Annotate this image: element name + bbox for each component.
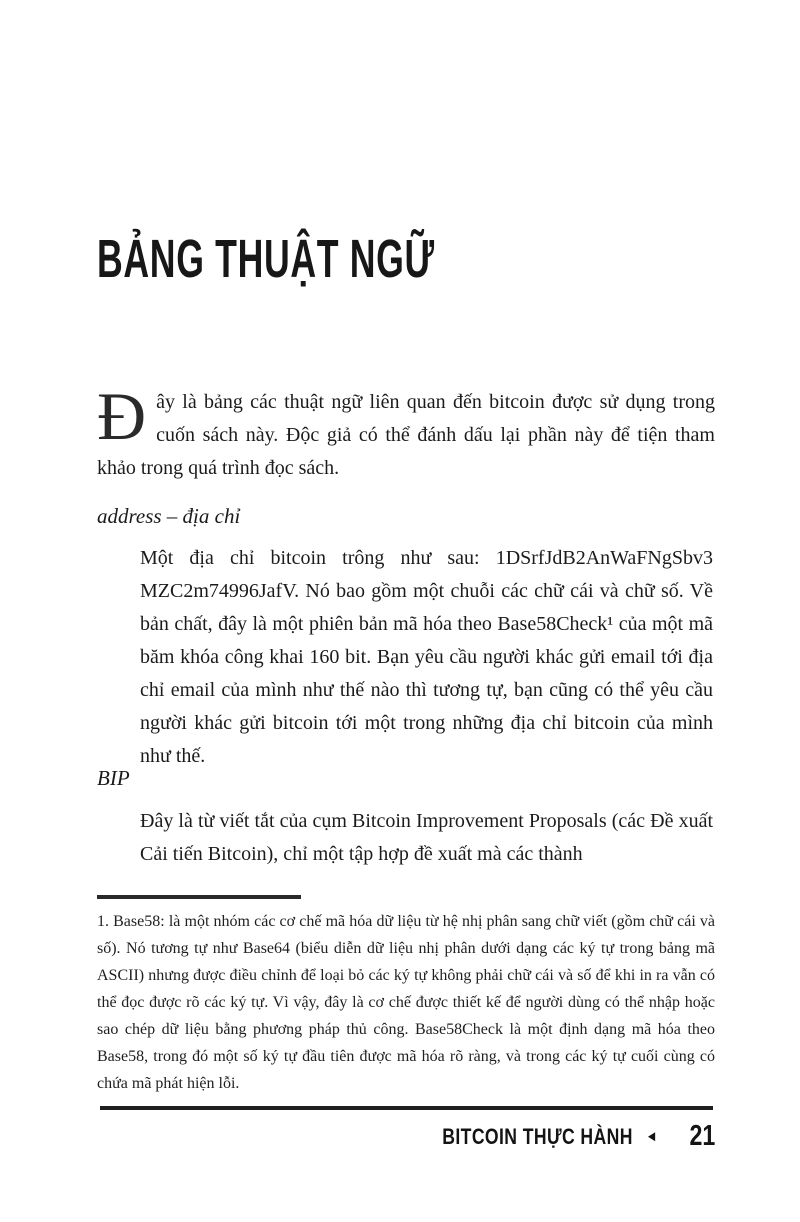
term-heading-bip: BIP <box>97 766 130 790</box>
term-heading-address: address – địa chỉ <box>97 504 241 528</box>
term-definition-bip: Đây là từ viết tắt của cụm Bitcoin Improvement Proposals (các Đề xuất Cải tiến Bitcoin), chỉ một tập hợp đề xuất mà các thành <box>140 810 713 865</box>
page-footer <box>442 1120 715 1153</box>
term-definition-address: Một địa chỉ bitcoin trông như sau: 1DSrfJdB2AnWaFNgSbv3 MZC2m74996JafV. Nó bao gồm một chuỗi các chữ cái và chữ số. Về bản chất, đây là một phiên bản mã hóa theo Base58Check¹ của một mã băm khóa công khai 160 bit. Bạn yêu cầu người khác gửi email tới địa chỉ email của mình như thế nào thì tương tự, bạn cũng có thể yêu cầu người khác gửi bitcoin tới một trong những địa chỉ bitcoin của mình như thế. <box>140 547 713 767</box>
footnote-separator-rule <box>97 895 301 899</box>
page-title: BẢNG THUẬT NGỮ <box>97 229 435 289</box>
drop-cap: Đ <box>97 378 147 454</box>
left-triangle-icon: ◄ <box>645 1128 658 1145</box>
intro-paragraph <box>97 378 715 485</box>
footnote-text: 1. Base58: là một nhóm các cơ chế mã hóa dữ liệu từ hệ nhị phân sang chữ viết (gồm chữ cái và số). Nó tương tự như Base64 (biểu diễn dữ liệu nhị phân dưới dạng các ký tự trong bảng mã ASCII) nhưng được điều chỉnh để loại bỏ các ký tự không phải chữ cái và số để khi in ra vẫn có thể đọc được rõ các ký tự. Vì vậy, đây là cơ chế được thiết kế để người dùng có thể nhập hoặc sao chép dữ liệu bằng phương pháp thủ công. Base58Check là một định dạng mã hóa theo Base58, trong đó một số ký tự đầu tiên được mã hóa rõ ràng, và trong các ký tự cuối cùng có chứa mã phát hiện lỗi. <box>97 913 715 1092</box>
footer-book-title: BITCOIN THỰC HÀNH <box>441 1123 633 1149</box>
footer-separator-rule <box>100 1106 713 1110</box>
page-number: 21 <box>689 1120 715 1152</box>
intro-text: ây là bảng các thuật ngữ liên quan đến bitcoin được sử dụng trong cuốn sách này. Độc giả có thể đánh dấu lại phần này để tiện tham khảo trong quá trình đọc sách. <box>97 391 715 479</box>
